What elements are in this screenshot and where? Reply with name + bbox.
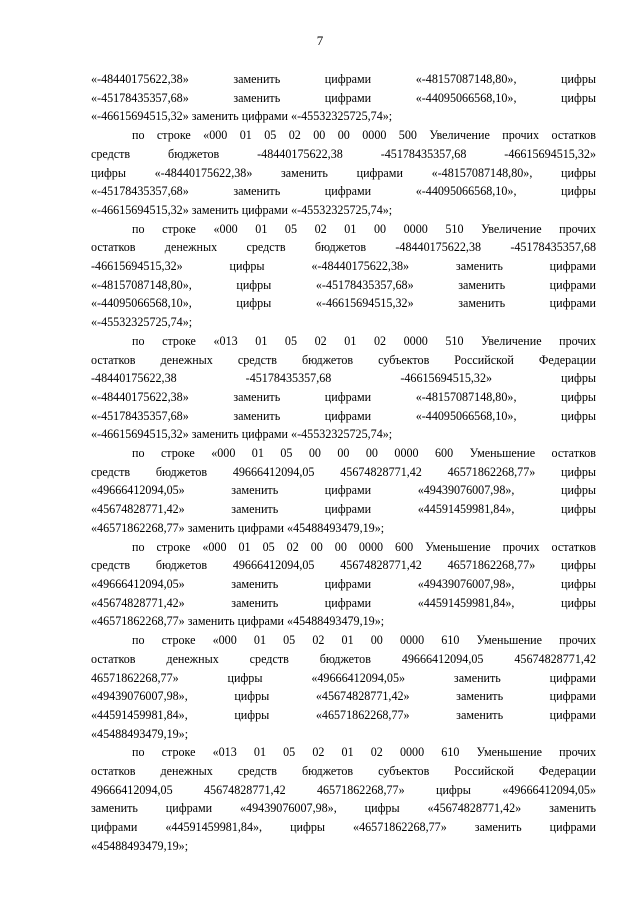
text-line: «44591459981,84», цифры «46571862268,77» заменить цифрами [91,707,596,722]
text-line: заменить цифрами «49439076007,98», цифры «45674828771,42» заменить [91,801,596,816]
text-line: средств бюджетов 49666412094,05 45674828771,42 46571862268,77» цифры [91,464,596,479]
text-line: «-45532325725,74»; [91,315,193,330]
paragraph [91,444,596,538]
text-line: «45488493479,19»; [91,726,189,741]
text-line: «-46615694515,32» заменить цифрами «-45532325725,74»; [91,427,393,442]
paragraph [91,126,596,220]
text-line: цифры «-48440175622,38» заменить цифрами «-48157087148,80», цифры [91,165,596,180]
text-line: «-45178435357,68» заменить цифрами «-44095066568,10», цифры [91,408,596,423]
text-line: остатков денежных средств бюджетов -48440175622,38 -45178435357,68 [91,240,596,255]
text-line: «-48440175622,38» заменить цифрами «-48157087148,80», цифры [91,389,596,404]
text-line: остатков денежных средств бюджетов субъектов Российской Федерации [91,352,596,367]
page-number: 7 [316,33,324,48]
text-line: -46615694515,32» цифры «-48440175622,38» заменить цифрами [91,259,596,274]
paragraph [91,743,596,855]
text-line: по строке «000 01 05 02 01 00 0000 610 Уменьшение прочих [132,633,596,648]
text-line: средств бюджетов -48440175622,38 -45178435357,68 -46615694515,32» [91,146,596,161]
paragraph [91,220,596,332]
text-line: «-45178435357,68» заменить цифрами «-44095066568,10», цифры [91,184,596,199]
text-line: «-46615694515,32» заменить цифрами «-45532325725,74»; [91,109,393,124]
paragraph [91,70,596,126]
text-line: «-45178435357,68» заменить цифрами «-44095066568,10», цифры [91,90,596,105]
text-line: по строке «000 01 05 02 00 00 0000 600 Уменьшение прочих остатков [132,539,596,554]
text-line: -48440175622,38 -45178435357,68 -46615694515,32» цифры [91,371,596,386]
text-line: «46571862268,77» заменить цифрами «45488493479,19»; [91,614,385,629]
text-line: по строке «013 01 05 02 01 02 0000 610 Уменьшение прочих [132,745,596,760]
text-line: «-48157087148,80», цифры «-45178435357,68» заменить цифрами [91,277,596,292]
text-line: «45674828771,42» заменить цифрами «44591459981,84», цифры [91,595,596,610]
text-line: по строке «000 01 05 02 00 00 0000 500 Увеличение прочих остатков [132,128,596,143]
text-line: 46571862268,77» цифры «49666412094,05» заменить цифрами [91,670,596,685]
text-line: 49666412094,05 45674828771,42 46571862268,77» цифры «49666412094,05» [91,782,596,797]
text-line: по строке «000 01 05 00 00 00 0000 600 Уменьшение остатков [132,446,596,461]
paragraph [91,538,596,632]
text-line: «-48440175622,38» заменить цифрами «-48157087148,80», цифры [91,72,596,86]
text-line: «-44095066568,10», цифры «-46615694515,32» заменить цифрами [91,296,596,311]
text-line: «45674828771,42» заменить цифрами «44591459981,84», цифры [91,502,596,517]
paragraph [91,631,596,743]
text-line: «-46615694515,32» заменить цифрами «-45532325725,74»; [91,202,393,217]
text-line: остатков денежных средств бюджетов 49666412094,05 45674828771,42 [91,651,596,666]
text-line: «49666412094,05» заменить цифрами «49439076007,98», цифры [91,576,596,591]
text-line: по строке «013 01 05 02 01 02 0000 510 Увеличение прочих [132,333,596,348]
paragraph [91,332,596,444]
document-body [91,70,596,856]
text-line: «45488493479,19»; [91,838,189,853]
text-line: «46571862268,77» заменить цифрами «45488493479,19»; [91,520,385,535]
text-line: по строке «000 01 05 02 01 00 0000 510 Увеличение прочих [132,221,596,236]
text-line: остатков денежных средств бюджетов субъектов Российской Федерации [91,764,596,779]
text-line: средств бюджетов 49666412094,05 45674828771,42 46571862268,77» цифры [91,558,596,573]
text-line: цифрами «44591459981,84», цифры «46571862268,77» заменить цифрами [91,820,596,835]
text-line: «49439076007,98», цифры «45674828771,42» заменить цифрами [91,689,596,704]
text-line: «49666412094,05» заменить цифрами «49439076007,98», цифры [91,483,596,498]
